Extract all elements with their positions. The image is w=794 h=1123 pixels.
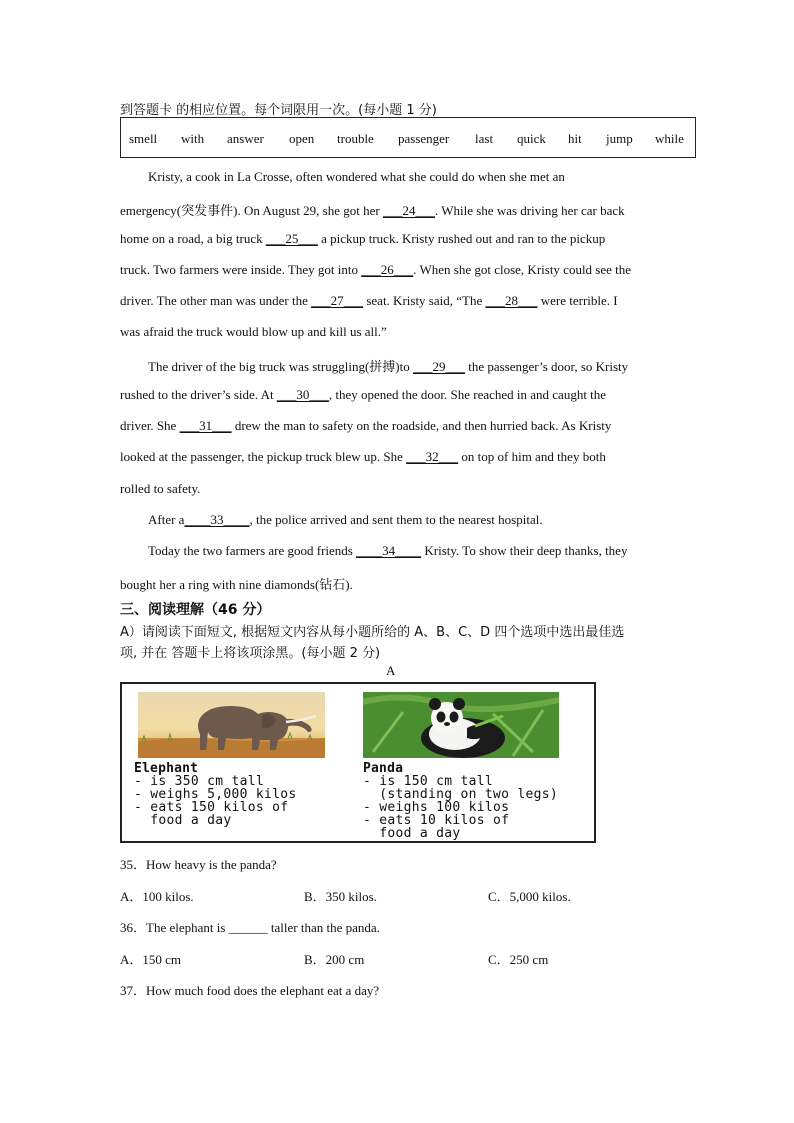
section-instruction: A）请阅读下面短文, 根据短文内容从每小题所给的 A、B、C、D 四个选项中选出最佳选	[120, 625, 625, 640]
word-bank-box	[120, 117, 696, 158]
word-bank-item: smell	[129, 131, 158, 146]
passage-line	[120, 418, 611, 434]
word-bank-item: with	[181, 131, 205, 146]
passage-line	[120, 231, 605, 247]
passage-text: . While she was driving her car back	[434, 203, 625, 218]
passage-text: driver. She	[120, 418, 180, 433]
question-36-option-a: A．150 cm	[120, 952, 182, 967]
panda-fact: - is 150 cm tall	[363, 774, 494, 789]
passage-text: drew the man to safety on the roadside, and then hurried back. As Kristy	[231, 418, 612, 433]
passage-text: , they opened the door. She reached in and caught the	[328, 387, 607, 402]
word-bank-item: hit	[568, 131, 582, 146]
word-bank-item: while	[655, 131, 684, 146]
animal-infographic	[120, 682, 596, 843]
blank-26: ___26___	[361, 262, 414, 277]
word-bank-item: answer	[227, 131, 264, 146]
passage-text: After a	[148, 512, 185, 527]
passage-text: a pickup truck. Kristy rushed out and ran to the pickup	[317, 231, 606, 246]
question-36-stem: 36．The elephant is ______ taller than the panda.	[120, 920, 380, 935]
passage-line	[120, 387, 606, 403]
word-bank-item: jump	[606, 131, 633, 146]
elephant-photo	[138, 692, 325, 758]
elephant-fact: - eats 150 kilos of	[134, 800, 289, 815]
passage-text: Today the two farmers are good friends	[148, 543, 357, 558]
question-35-stem: 35．How heavy is the panda?	[120, 857, 277, 872]
passage-text: home on a road, a big truck	[120, 231, 266, 246]
passage-line	[148, 543, 627, 559]
blank-24: ___24___	[382, 203, 435, 218]
elephant-label: Elephant	[134, 761, 199, 776]
word-bank-item: trouble	[337, 131, 374, 146]
section-instruction: 项, 并在 答题卡上将该项涂黑。(每小题 2 分)	[120, 646, 381, 661]
passage-line	[120, 293, 618, 309]
blank-27: ___27___	[311, 293, 364, 308]
blank-30: ___30___	[276, 387, 329, 402]
word-bank-item: open	[289, 131, 315, 146]
panda-fact: - eats 10 kilos of	[363, 813, 510, 828]
word-bank-item: quick	[517, 131, 546, 146]
passage-text: were terrible. I	[537, 293, 618, 308]
passage-text: . When she got close, Kristy could see the	[413, 262, 632, 277]
word-bank-item: passenger	[398, 131, 450, 146]
passage-label: A	[386, 663, 396, 678]
elephant-fact: - weighs 5,000 kilos	[134, 787, 297, 802]
passage-line	[120, 262, 631, 278]
passage-text: on top of him and they both	[458, 449, 606, 464]
panda-photo	[363, 692, 559, 758]
question-35-option-a: A．100 kilos.	[120, 889, 194, 904]
passage-text: seat. Kristy said, “The	[363, 293, 486, 308]
passage-text: Kristy. To show their deep thanks, they	[421, 543, 628, 558]
passage-text: , the police arrived and sent them to the nearest hospital.	[249, 512, 543, 527]
panda-fact: (standing on two legs)	[363, 787, 559, 802]
instruction-text: 到答题卡 的相应位置。每个词限用一次。(每小题 1 分)	[120, 103, 437, 118]
section-heading: 三、阅读理解（46 分）	[120, 602, 271, 618]
panda-fact: food a day	[363, 826, 461, 841]
passage-line	[120, 200, 625, 219]
elephant-fact: - is 350 cm tall	[134, 774, 265, 789]
passage-line	[120, 449, 606, 465]
blank-31: ___31___	[179, 418, 232, 433]
passage-line: rolled to safety.	[120, 481, 201, 496]
passage-line: bought her a ring with nine diamonds(钻石).	[120, 577, 353, 592]
elephant-fact: food a day	[134, 813, 232, 828]
question-36-option-b: B．200 cm	[304, 952, 365, 967]
passage-text: driver. The other man was under the	[120, 293, 312, 308]
panda-label: Panda	[363, 761, 404, 776]
blank-28: ___28___	[485, 293, 538, 308]
passage-line: was afraid the truck would blow up and kill us all.”	[120, 324, 387, 339]
passage-text: truck. Two farmers were inside. They got into	[120, 262, 362, 277]
passage-text: The driver of the big truck was struggling(拼搏)to	[148, 359, 413, 374]
blank-34: ____34____	[356, 543, 422, 558]
question-36-option-c: C．250 cm	[488, 952, 549, 967]
passage-line	[148, 356, 628, 375]
blank-33: ____33____	[184, 512, 250, 527]
passage-line: Kristy, a cook in La Crosse, often wondered what she could do when she met an	[148, 169, 565, 184]
passage-line	[148, 512, 543, 528]
question-37-stem: 37．How much food does the elephant eat a day?	[120, 983, 380, 998]
passage-text: looked at the passenger, the pickup truck blew up. She	[120, 449, 407, 464]
question-35-option-c: C．5,000 kilos.	[488, 889, 571, 904]
blank-29: ___29___	[413, 359, 465, 374]
panda-fact: - weighs 100 kilos	[363, 800, 510, 815]
passage-text: rushed to the driver’s side. At	[120, 387, 277, 402]
blank-25: ___25___	[265, 231, 318, 246]
word-bank-item: last	[475, 131, 494, 146]
passage-text: the passenger’s door, so Kristy	[465, 359, 629, 374]
passage-text: emergency(突发事件). On August 29, she got her	[120, 203, 383, 218]
blank-32: ___32___	[406, 449, 459, 464]
question-35-option-b: B．350 kilos.	[304, 889, 377, 904]
